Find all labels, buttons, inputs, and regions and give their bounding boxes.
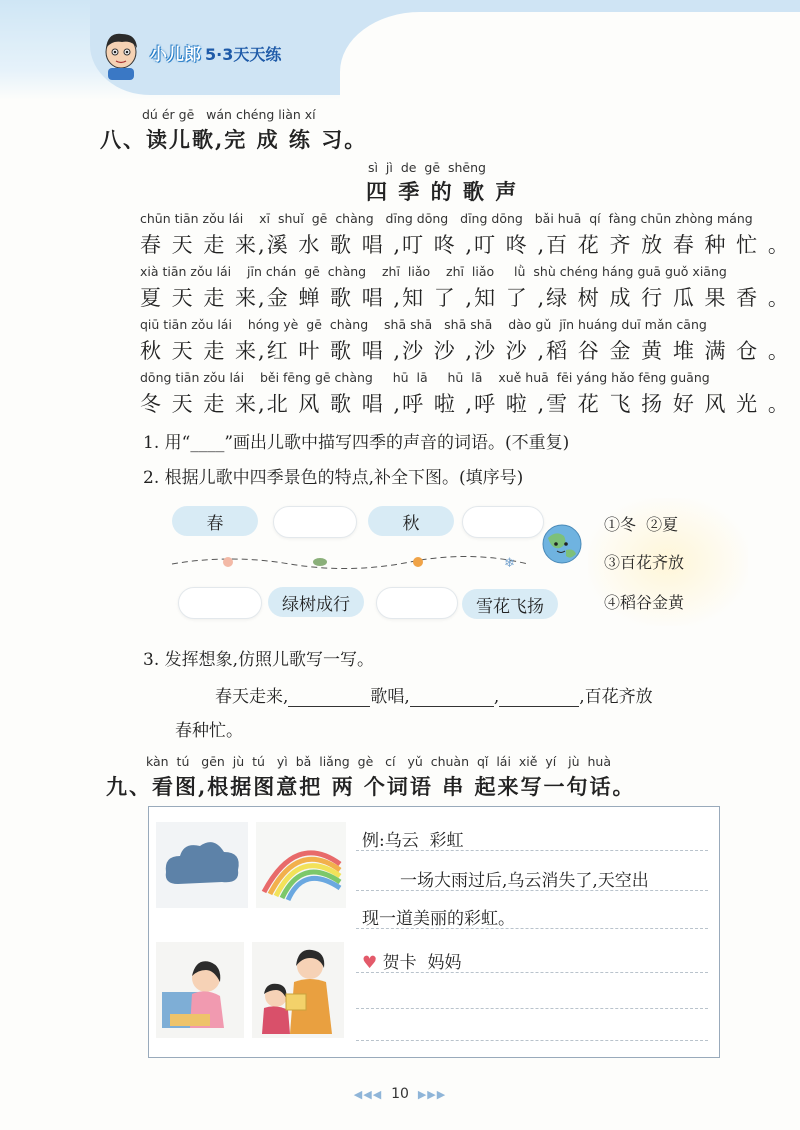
ruled-line-2 xyxy=(356,890,708,891)
task-3-sentence: 春天走来, 歌唱, , ,百花齐放 xyxy=(215,687,653,707)
diagram-bottom-3-blank[interactable] xyxy=(376,587,458,619)
option-1-2: ①冬 ②夏 xyxy=(604,515,679,534)
header-white xyxy=(340,12,800,102)
poem-line-1-pinyin: chūn tiān zǒu lái xī shuǐ gē chàng dīng dōng dīng dōng bǎi huā qí fàng chūn zhòng máng xyxy=(140,211,753,226)
answer-line-2[interactable] xyxy=(356,1008,708,1009)
diagram-bottom-4: 雪花飞扬 xyxy=(462,589,558,619)
diagram-top-4-blank[interactable] xyxy=(462,506,544,538)
prev-arrows-icon: ◀◀◀ xyxy=(353,1088,383,1101)
task-3-blank-2[interactable] xyxy=(410,688,494,707)
diagram-top-1: 春 xyxy=(172,506,258,536)
earth-mascot-icon xyxy=(538,520,586,568)
heart-icon: ♥ xyxy=(362,953,378,973)
season-path-line xyxy=(170,548,530,578)
q8-title: 读儿歌,完 成 练 习。 xyxy=(146,127,368,152)
q8-heading xyxy=(100,124,367,154)
task-3-ending: 春种忙。 xyxy=(175,721,243,741)
diagram-bottom-2: 绿树成行 xyxy=(268,587,364,617)
poem-title: 四 季 的 歌 声 xyxy=(366,179,519,204)
option-3: ③百花齐放 xyxy=(604,553,685,572)
q8-pinyin: dú ér gē wán chéng liàn xí xyxy=(142,107,316,122)
page-number: 10 xyxy=(391,1086,409,1102)
diagram-top-3: 秋 xyxy=(368,506,454,536)
task-2: 2. 根据儿歌中四季景色的特点,补全下图。(填序号) xyxy=(143,468,524,488)
example-text-2: 现一道美丽的彩虹。 xyxy=(362,909,515,929)
q9-title: 看图,根据图意把 两 个词语 串 起来写一句话。 xyxy=(152,774,636,799)
answer-line-1[interactable] xyxy=(356,972,708,973)
diagram-bottom-1-blank[interactable] xyxy=(178,587,262,619)
poem-title-pinyin: sì jì de gē shēng xyxy=(368,160,486,175)
task-3: 3. 发挥想象,仿照儿歌写一写。 xyxy=(143,650,375,670)
ruled-line-3 xyxy=(356,928,708,929)
next-arrows-icon: ▶▶▶ xyxy=(417,1088,447,1101)
q9-number: 九、 xyxy=(106,774,152,799)
rainbow-image xyxy=(256,822,346,908)
brand-subtitle: 5·3天天练 xyxy=(205,45,282,64)
flower-dot-icon xyxy=(223,557,233,567)
snowflake-icon: ❄ xyxy=(504,556,515,571)
q9-pinyin: kàn tú gēn jù tú yì bǎ liǎng gè cí yǔ chuàn qǐ lái xiě yí jù huà xyxy=(146,754,612,769)
example-text-1: 一场大雨过后,乌云消失了,天空出 xyxy=(400,871,649,891)
example-label: 例:乌云 彩虹 xyxy=(362,831,464,851)
task-3-blank-3[interactable] xyxy=(499,688,579,707)
poem-line-2-pinyin: xià tiān zǒu lái jīn chán gē chàng zhī liǎo zhī liǎo lǜ shù chéng háng guā guǒ xiāng xyxy=(140,264,727,279)
maple-dot-icon xyxy=(413,557,423,567)
mother-daughter-image xyxy=(252,942,344,1038)
poem-line-3-pinyin: qiū tiān zǒu lái hóng yè gē chàng shā shā shā shā dào gǔ jīn huáng duī mǎn cāng xyxy=(140,317,707,332)
poem-line-2: 夏 天 走 来,金 蝉 歌 唱 ,知 了 ,知 了 ,绿 树 成 行 瓜 果 香 。 xyxy=(140,286,791,310)
brand-title: 小儿郎 5·3天天练 xyxy=(150,45,282,65)
answer-line-3[interactable] xyxy=(356,1040,708,1041)
diagram-top-2-blank[interactable] xyxy=(273,506,357,538)
ruled-line-1 xyxy=(356,850,708,851)
q8-number: 八、 xyxy=(100,127,146,152)
task-3-blank-1[interactable] xyxy=(288,688,370,707)
poem-line-4-pinyin: dōng tiān zǒu lái běi fēng gē chàng hū lā hū lā xuě huā fēi yáng hǎo fēng guāng xyxy=(140,370,710,385)
poem-line-1: 春 天 走 来,溪 水 歌 唱 ,叮 咚 ,叮 咚 ,百 花 齐 放 春 种 忙 。 xyxy=(140,233,791,257)
dark-cloud-image xyxy=(156,822,248,908)
q9-heading xyxy=(106,771,636,801)
page-footer xyxy=(0,1086,800,1102)
task-1: 1. 用“____”画出儿歌中描写四季的声音的词语。(不重复) xyxy=(143,433,570,453)
leaf-dot-icon xyxy=(313,558,327,566)
task-words: ♥ 贺卡 妈妈 xyxy=(362,953,462,973)
option-4: ④稻谷金黄 xyxy=(604,593,685,612)
boy-mascot-icon xyxy=(98,30,144,82)
girl-making-card-image xyxy=(156,942,244,1038)
poem-line-4: 冬 天 走 来,北 风 歌 唱 ,呼 啦 ,呼 啦 ,雪 花 飞 扬 好 风 光 。 xyxy=(140,392,791,416)
poem-line-3: 秋 天 走 来,红 叶 歌 唱 ,沙 沙 ,沙 沙 ,稻 谷 金 黄 堆 满 仓 。 xyxy=(140,339,791,363)
